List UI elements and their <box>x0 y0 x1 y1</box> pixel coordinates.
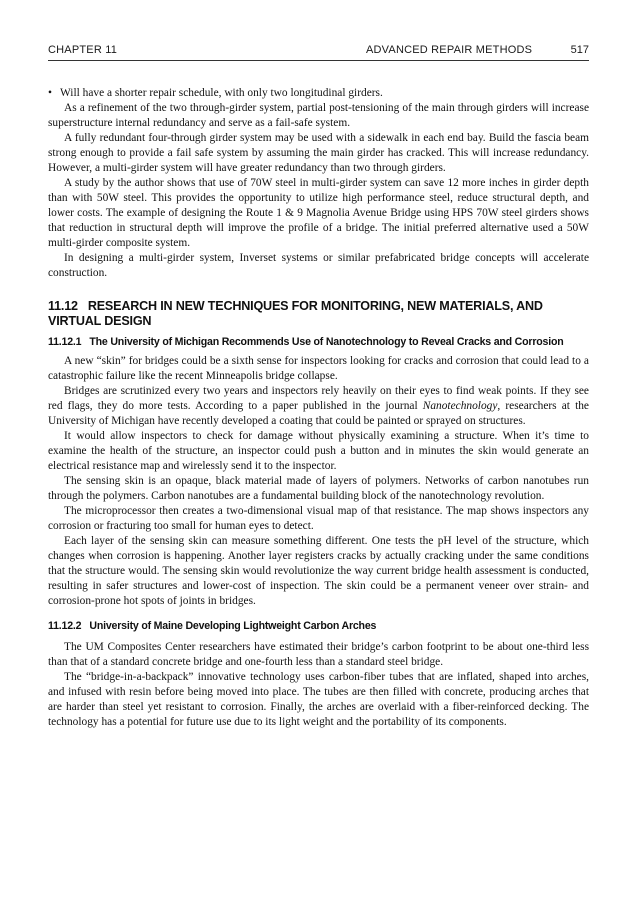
running-section-title: ADVANCED REPAIR METHODS <box>366 44 533 56</box>
paragraph: The UM Composites Center researchers have estimated their bridge’s carbon footprint to be about one-third less than that of a standard concrete bridge and one-fourth less than a standard steel bridge. <box>48 641 589 668</box>
bullet-symbol: • <box>48 87 52 99</box>
running-header <box>48 42 589 60</box>
header-divider <box>48 60 589 61</box>
paragraph: A new “skin” for bridges could be a sixth sense for inspectors looking for cracks and corrosion that could lead to a catastrophic failure like the recent Minneapolis bridge collapse. <box>48 355 589 382</box>
bullet-item <box>48 86 589 101</box>
subsection-number: 11.12.2 <box>48 620 82 632</box>
paragraph: Each layer of the sensing skin can measure something different. One tests the pH level of the structure, which changes when corrosion is happening. Another layer registers cracks by actually cracking under the same conditions that the structure would. The sensing skin would revolutionize the way current bridge health assessment is conducted, resulting in safer structures and lower-cost of inspection. The skin could be a permanent veneer over strain- and corrosion-prone hot spots of joints in bridges. <box>48 535 589 607</box>
page-number: 517 <box>570 44 589 56</box>
subsection-heading <box>48 335 589 350</box>
subsection-number: 11.12.1 <box>48 336 82 348</box>
paragraph: The microprocessor then creates a two-dimensional visual map of that resistance. The map shows inspectors any corrosion or fracturing too small for human eyes to detect. <box>48 505 589 532</box>
paragraph: The “bridge-in-a-backpack” innovative technology uses carbon-fiber tubes that are inflated, shaped into arches, and infused with resin before being moved into place. The tubes are then filled with concrete, producing arches that are harder than steel yet resistant to corrosion. Finally, the arches are overlaid with a fiber-reinforced decking. The technology has a potential for future use due to its light weight and the portability of its components. <box>48 671 589 728</box>
paragraph-text: , researchers at the University of Michigan have recently developed a coating that could be painted or sprayed on structures. <box>48 400 589 427</box>
page-body <box>48 86 589 730</box>
subsection-title: The University of Michigan Recommends Use of Nanotechnology to Reveal Cracks and Corrosion <box>89 336 564 348</box>
chapter-label: CHAPTER 11 <box>48 44 118 56</box>
paragraph: A fully redundant four-through girder system may be used with a sidewalk in each end bay. Build the fascia beam strong enough to provide a fail safe system by assuming the main girder has cracked. This will increase redundancy. However, a multi-girder system will have greater redundancy than two through girders. <box>48 132 589 174</box>
section-number: 11.12 <box>48 299 78 313</box>
paragraph <box>48 384 589 429</box>
section-title: RESEARCH IN NEW TECHNIQUES FOR MONITORING, NEW MATERIALS, AND VIRTUAL DESIGN <box>48 299 543 328</box>
bullet-text: Will have a shorter repair schedule, with only two longitudinal girders. <box>60 87 383 99</box>
subsection-title: University of Maine Developing Lightweight Carbon Arches <box>89 620 377 632</box>
paragraph: As a refinement of the two through-girder system, partial post-tensioning of the main through girders will increase superstructure internal redundancy and serve as a fail-safe system. <box>48 102 589 129</box>
journal-name: Nanotechnology <box>422 400 498 412</box>
paragraph-text: Bridges are scrutinized every two years and inspectors rely heavily on their eyes to find weak points. If they see red flags, they do more tests. According to a paper published in the journal <box>48 385 589 412</box>
paragraph: A study by the author shows that use of 70W steel in multi-girder system can save 12 more inches in girder depth than with 50W steel. This provides the opportunity to utilize high performance steel, reduce structural depth, and lower costs. The example of designing the Route 1 & 9 Magnolia Avenue Bridge using HPS 70W steel girders shows that reduction in structural depth will improve the profile of a bridge. The initial preferred alternative used a 50W multi-girder composite system. <box>48 177 589 249</box>
paragraph: In designing a multi-girder system, Inverset systems or similar prefabricated bridge concepts will accelerate construction. <box>48 252 589 279</box>
subsection-heading <box>48 619 589 634</box>
section-heading <box>48 299 589 329</box>
paragraph: The sensing skin is an opaque, black material made of layers of polymers. Networks of carbon nanotubes run through the polymers. Carbon nanotubes are a fundamental building block of the nanotechnology revolution. <box>48 475 589 502</box>
paragraph: It would allow inspectors to check for damage without physically examining a structure. When it’s time to examine the health of the structure, an inspector could push a button and in minutes the skin would generate an electrical resistance map and wirelessly send it to the inspector. <box>48 430 589 472</box>
